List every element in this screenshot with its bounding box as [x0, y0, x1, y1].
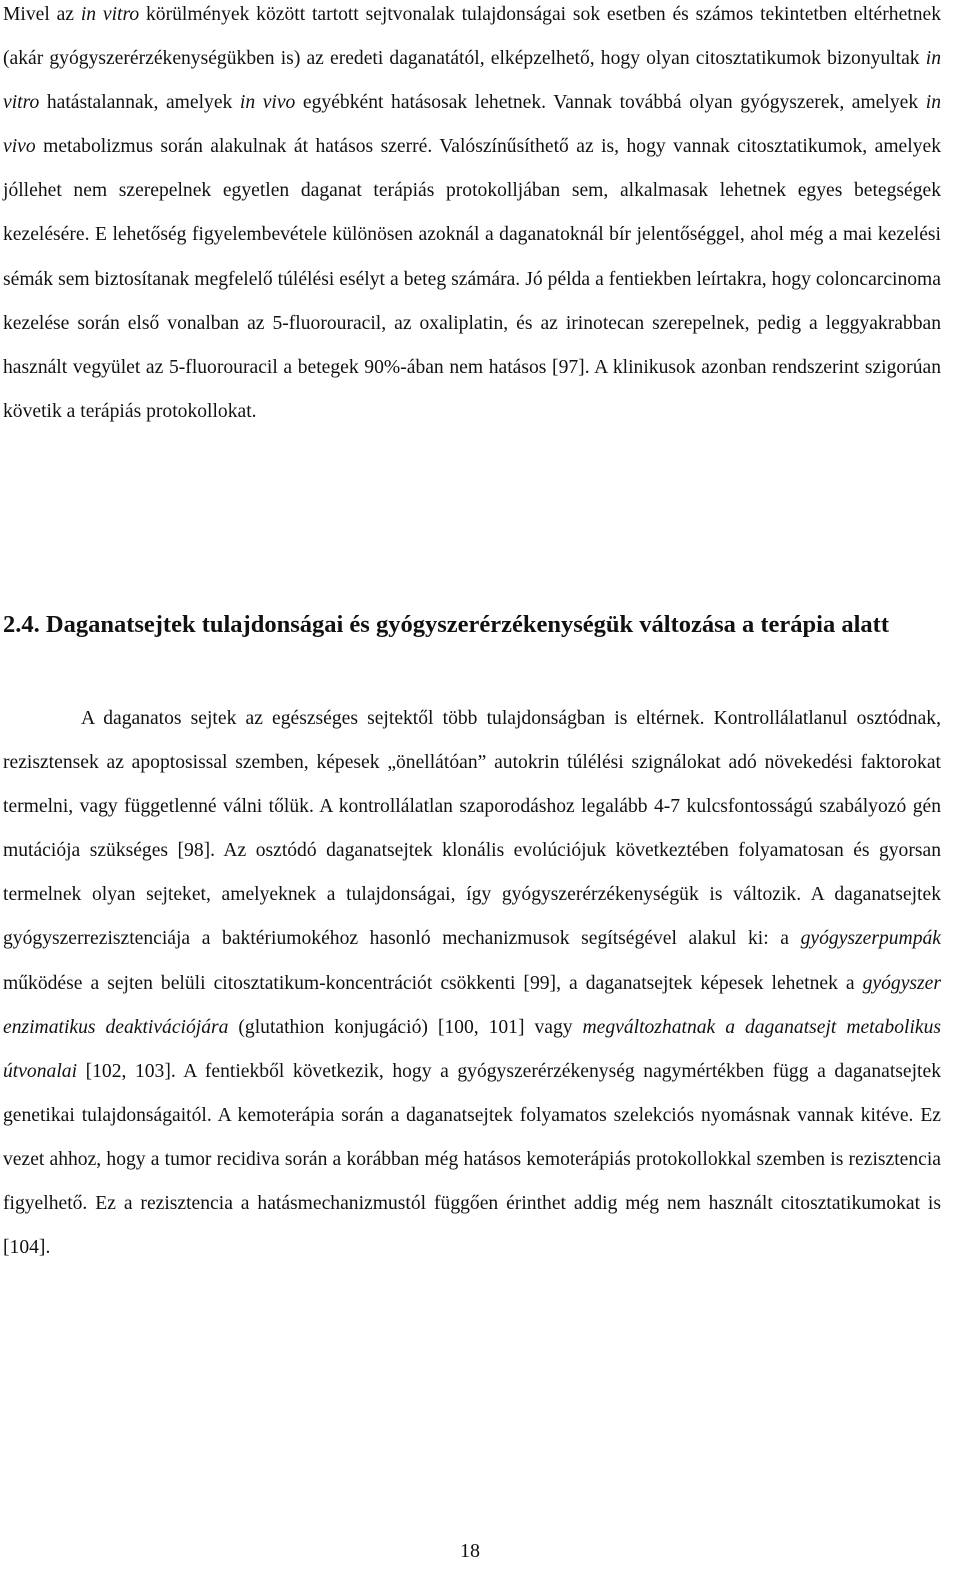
text-run: működése a sejten belüli citosztatikum-koncentrációt csökkenti [99], a daganatsejtek képesek lehetnek a: [3, 972, 863, 994]
italic-text-run: in vitro: [3, 48, 941, 114]
text-run: metabolizmus során alakulnak át hatásos szerré. Valószínűsíthető az is, hogy vannak citosztatikumok, amelyek jóllehet nem szerepelnek egyetlen daganat terápiás protokolljában sem, alkalmasak lehetnek egyes betegségek kezelésére. E lehetőség figyelembevétele különösen azoknál a daganatoknál bír jelentőséggel, ahol még a mai kezelési sémák sem biztosítanak megfelelő túlélési esélyt a beteg számára. Jó példa a fentiekben leírtakra, hogy coloncarcinoma kezelése során első vonalban az 5-fluorouracil, az oxaliplatin, és az irinotecan szerepelnek, pedig a leggyakrabban használt vegyület az 5-fluorouracil a betegek 90%-ában nem hatásos [97]. A klinikusok azonban rendszerint szigorúan követik a terápiás protokollokat.: [3, 136, 941, 422]
text-run: A daganatos sejtek az egészséges sejtektől több tulajdonságban is eltérnek. Kontrollálatlanul osztódnak, rezisztensek az apoptosissal szemben, képesek „önellátóan” autokrin túlélési szignálokat adó növekedési faktorokat termelni, vagy függetlenné válni tőlük. A kontrollálatlan szaporodáshoz legalább 4-7 kulcsfontosságú szabályozó gén mutációja szükséges [98]. Az osztódó daganatsejtek klonális evolúciójuk következtében folyamatosan és gyorsan termelnek olyan sejteket, amelyeknek a tulajdonságai, így gyógyszerérzékenységük is változik. A daganatsejtek gyógyszerrezisztenciája a baktériumokéhoz hasonló mechanizmusok segítségével alakul ki: a: [3, 708, 941, 950]
text-run: Mivel az: [3, 4, 81, 25]
paragraph-tumor-cell-properties: [3, 697, 941, 1270]
text-run: körülmények között tartott sejtvonalak tulajdonságai sok esetben és számos tekintetben eltérhetnek (akár gyógyszerérzékenységükben is) az eredeti daganatától, elképzelhető, hogy olyan citosztatikumok bizonyultak: [3, 4, 942, 70]
page-number: 18: [460, 1540, 480, 1562]
text-run: (glutathion konjugáció) [100, 101] vagy: [228, 1016, 583, 1038]
italic-text-run: megváltozhatnak a daganatsejt metabolikus útvonalai: [3, 1016, 942, 1082]
italic-text-run: in vivo: [239, 92, 296, 114]
section-heading: [3, 599, 941, 650]
italic-text-run: gyógyszer enzimatikus deaktivációjára: [3, 972, 941, 1038]
section-number: 2.4.: [3, 611, 40, 638]
italic-text-run: gyógyszerpumpák: [800, 928, 941, 950]
text-run: hatástalannak, amelyek: [39, 92, 240, 114]
paragraph-invitro-limitations: [3, 0, 941, 434]
text-run: egyébként hatásosak lehetnek. Vannak továbbá olyan gyógyszerek, amelyek: [295, 92, 926, 114]
italic-text-run: in vitro: [80, 4, 140, 25]
section-title: Daganatsejtek tulajdonságai és gyógyszerérzékenységük változása a terápia alatt: [45, 611, 889, 638]
text-run: [102, 103]. A fentiekből következik, hogy a gyógyszerérzékenység nagymértékben függ a daganatsejtek genetikai tulajdonságaitól. A kemoterápia során a daganatsejtek folyamatos szelekciós nyomásnak vannak kitéve. Ez vezet ahhoz, hogy a tumor recidiva során a korábban még hatásos kemoterápiás protokollokkal szemben is rezisztencia figyelhető. Ez a rezisztencia a hatásmechanizmustól függően érinthet addig még nem használt citosztatikumokat is [104].: [3, 1060, 941, 1259]
italic-text-run: in vivo: [3, 92, 941, 158]
